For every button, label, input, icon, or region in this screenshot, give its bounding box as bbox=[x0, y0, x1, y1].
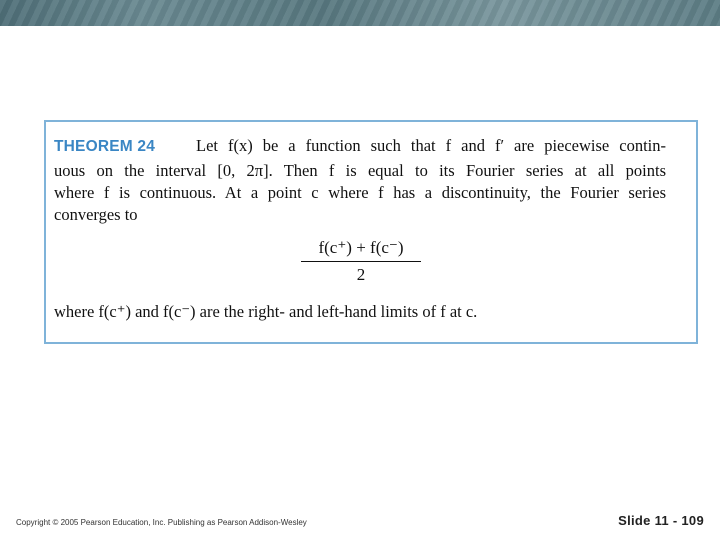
theorem-line-3: where f is continuous. At a point c where f has a discontinuity, the Fourier series bbox=[54, 183, 666, 202]
theorem-line-6: where f(c⁺) and f(c⁻) are the right- and left-hand limits of f at c. bbox=[54, 302, 478, 321]
theorem-line-4: converges to bbox=[54, 205, 138, 224]
slide-number: Slide 11 - 109 bbox=[618, 513, 704, 528]
copyright-notice: Copyright © 2005 Pearson Education, Inc. Publishing as Pearson Addison-Wesley bbox=[16, 518, 307, 527]
theorem-line-1: Let f(x) be a function such that f and f′ are piecewise contin- bbox=[196, 136, 666, 155]
theorem-label: THEOREM 24 bbox=[54, 138, 156, 155]
fraction-numerator: f(c⁺) + f(c⁻) bbox=[318, 238, 404, 257]
theorem-box bbox=[44, 120, 698, 344]
fraction-denominator: 2 bbox=[356, 265, 366, 284]
theorem-line-2: uous on the interval [0, 2π]. Then f is equal to its Fourier series at all points bbox=[54, 161, 666, 180]
limit-average-fraction bbox=[298, 238, 424, 285]
top-decorative-band bbox=[0, 0, 720, 26]
